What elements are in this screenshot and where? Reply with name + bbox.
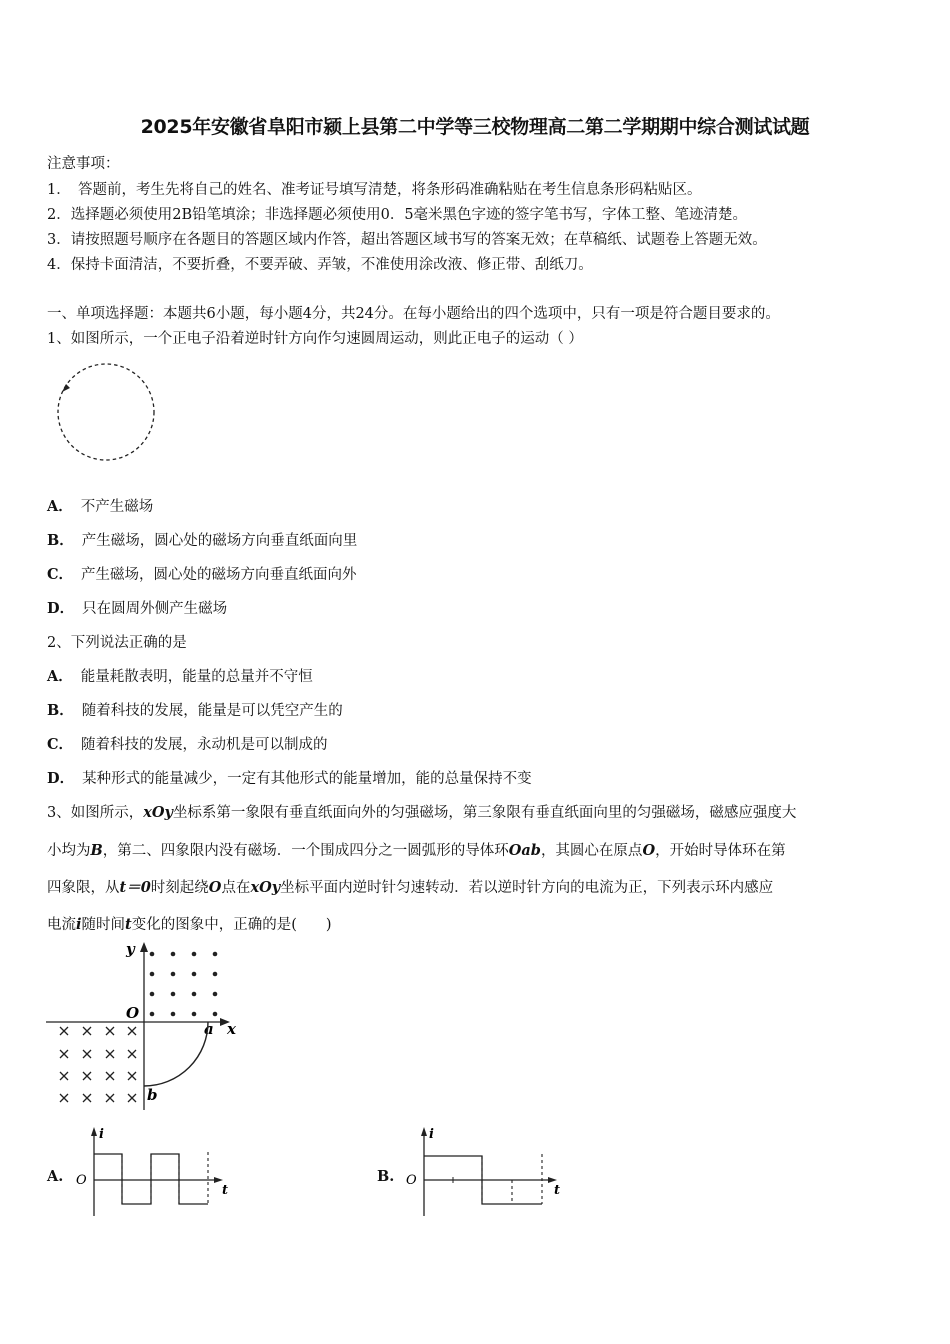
- q3-stem-line-4: 电流i随时间t变化的图象中，正确的是( ): [47, 916, 332, 933]
- arrow-icon: [62, 384, 70, 392]
- page-title: 2025年安徽省阜阳市颍上县第二中学等三校物理高二第二学期期中综合测试试题: [140, 116, 810, 138]
- q2-option-b: B． 随着科技的发展，能量是可以凭空产生的: [47, 702, 343, 719]
- origin-label: O: [76, 1173, 87, 1188]
- crosses-field-in: [60, 1027, 136, 1102]
- x-axis-label: x: [227, 1020, 236, 1038]
- t-axis-label: t: [222, 1183, 229, 1198]
- notice-heading: 注意事项：: [47, 156, 120, 172]
- notice-item-2: 2．选择题必须使用2B铅笔填涂；非选择题必须使用0．5毫米黑色字迹的签字笔书写，字体工整、笔迹清楚。: [47, 207, 748, 223]
- q1-option-c: C． 产生磁场，圆心处的磁场方向垂直纸面向外: [47, 566, 357, 583]
- notice-item-1: 1． 答题前，考生先将自己的姓名、准考证号填写清楚，将条形码准确粘贴在考生信息条形码粘贴区。: [47, 182, 702, 198]
- notice-item-4: 4．保持卡面清洁，不要折叠，不要弄破、弄皱，不准使用涂改液、修正带、刮纸刀。: [47, 257, 593, 273]
- q1-option-d: D． 只在圆周外侧产生磁场: [47, 600, 228, 617]
- q3-option-b-label: B.: [377, 1168, 395, 1185]
- origin-label: O: [126, 1004, 140, 1022]
- q1-option-a: A． 不产生磁场: [47, 498, 154, 515]
- q3-option-a-graph: [74, 1124, 244, 1218]
- notice-item-3: 3．请按照题号顺序在各题目的答题区域内作答，超出答题区域书写的答案无效；在草稿纸、试题卷上答题无效。: [47, 232, 767, 248]
- q2-stem: 2、下列说法正确的是: [47, 635, 187, 651]
- q3-field-figure: [44, 940, 244, 1112]
- point-a-label: a: [204, 1020, 214, 1038]
- quarter-arc: [144, 1022, 208, 1086]
- q1-stem: 1、如图所示，一个正电子沿着逆时针方向作匀速圆周运动，则此正电子的运动（ ）: [47, 331, 583, 347]
- q1-option-b: B． 产生磁场，圆心处的磁场方向垂直纸面向里: [47, 532, 358, 549]
- q2-option-c: C． 随着科技的发展，永动机是可以制成的: [47, 736, 328, 753]
- i-axis-label: i: [99, 1127, 104, 1142]
- q3-stem-line-3: 四象限，从t＝0时刻起绕O点在xOy坐标平面内逆时针匀速转动．若以逆时针方向的电流为正，下列表示环内感应: [47, 879, 774, 896]
- q3-stem-line-2: 小均为B，第二、四象限内没有磁场．一个围成四分之一圆弧形的导体环Oab，其圆心在原点O，开始时导体环在第: [47, 842, 786, 859]
- origin-label: O: [406, 1173, 417, 1188]
- t-axis-label: t: [554, 1183, 561, 1198]
- q1-circle-figure: [48, 360, 163, 468]
- i-axis-label: i: [429, 1127, 434, 1142]
- q3-option-b-graph: [404, 1124, 574, 1218]
- section-heading: 一、单项选择题：本题共6小题，每小题4分，共24分。在每小题给出的四个选项中，只有一项是符合题目要求的。: [47, 306, 780, 322]
- q2-option-a: A． 能量耗散表明，能量的总量并不守恒: [47, 668, 313, 685]
- point-b-label: b: [147, 1086, 158, 1104]
- dots-field-out: [150, 952, 218, 1017]
- q3-option-a-label: A.: [47, 1168, 64, 1185]
- q2-option-d: D． 某种形式的能量减少，一定有其他形式的能量增加，能的总量保持不变: [47, 770, 532, 787]
- y-axis-label: y: [126, 940, 135, 958]
- q3-stem-line-1: 3、如图所示，xOy坐标系第一象限有垂直纸面向外的匀强磁场，第三象限有垂直纸面向里的匀强磁场，磁感应强度大: [47, 804, 797, 821]
